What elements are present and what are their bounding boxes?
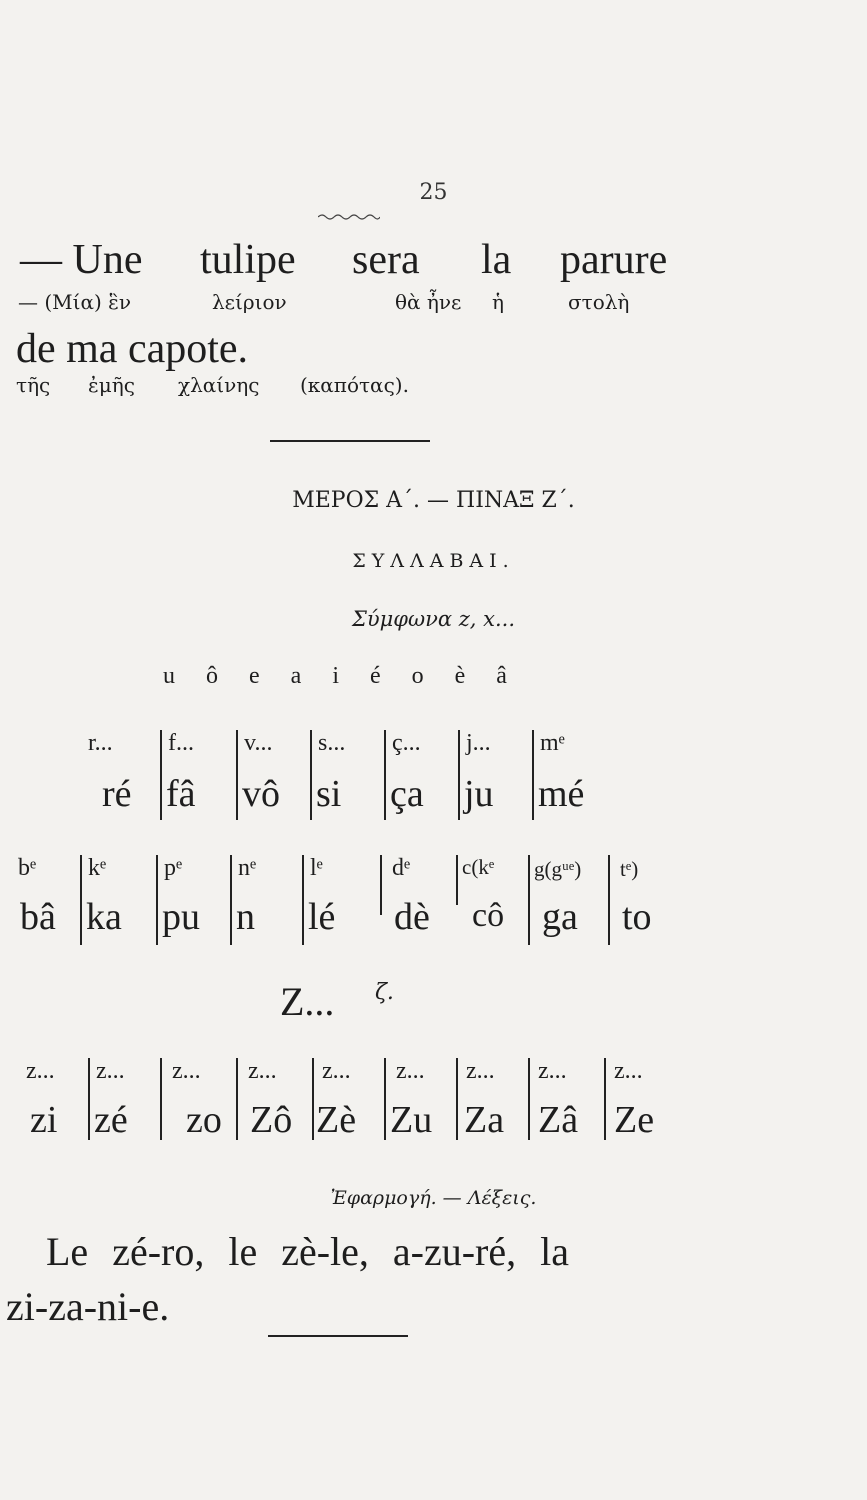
cell-separator [310,730,312,820]
section-subheading: ΣΥΛΛΑΒΑΙ. [352,550,515,572]
syllable-text: mé [538,773,585,815]
verse-gloss: θὰ ἦνε [395,290,462,314]
syllable-consonant: z... [96,1058,125,1084]
syllable-text: ka [86,896,122,938]
cell-separator [302,855,304,945]
cell-separator [88,1058,90,1140]
syllable-text: Zô [250,1099,293,1141]
cell-separator [236,730,238,820]
vowel: é [369,663,381,689]
vowel: è [454,663,466,689]
syllable-consonant: tᵉ) [620,857,639,881]
syllable-text: ju [464,773,494,815]
cell-separator [80,855,82,945]
verse-word: parure [560,237,668,283]
cell-separator [230,855,232,945]
syllable-consonant: f... [168,730,194,756]
syllable-text: fâ [166,773,196,815]
cell-separator [456,1058,458,1140]
page-number: 25 [419,180,448,205]
vowel-row [163,663,532,690]
vowel: ô [206,663,218,689]
verse-gloss: ἡ [492,290,504,314]
syllable-consonant: z... [538,1058,567,1084]
syllable-text: cô [472,897,505,934]
syllable-text: to [622,896,652,938]
vowel: e [249,663,260,689]
cell-separator [156,855,158,945]
syllable-text: ga [542,896,578,938]
cell-separator [380,855,382,915]
syllable-text: zi [30,1099,58,1141]
divider [270,440,430,442]
syllable-consonant: kᵉ [88,855,107,881]
syllable-text: pu [162,896,200,938]
syllable-consonant: nᵉ [238,855,257,881]
cell-separator [604,1058,606,1140]
consonants-label: Σύμφωνα z, x... [352,607,515,631]
syllable-text: si [316,773,342,815]
vowel: a [290,663,302,689]
cell-separator [236,1058,238,1140]
syllable-consonant: g(gᵘᵉ) [534,857,582,881]
syllable-text: zé [94,1099,128,1141]
syllable-consonant: bᵉ [18,855,37,881]
cell-separator [160,1058,162,1140]
z-heading: Z... [280,979,335,1024]
divider [268,1335,408,1337]
syllable-consonant: pᵉ [164,855,183,881]
application-heading: Ἐφαρμογή. — Λέξεις. [330,1187,537,1209]
verse-gloss: λείριον [212,290,287,314]
cell-separator [384,730,386,820]
reading-line-1: Le zé-ro, le zè-le, a-zu-ré, la [46,1229,569,1274]
cell-separator [312,1058,314,1140]
z-heading-greek: ζ. [375,980,394,1005]
verse-word: tulipe [200,237,296,283]
syllable-consonant: r... [88,730,113,756]
ornament-icon [318,213,380,221]
syllable-consonant: s... [318,730,346,756]
verse-gloss: ἐμῆς [88,373,135,397]
syllable-consonant: dᵉ [392,855,411,881]
syllable-text: Za [464,1099,505,1141]
verse-word: — Une [20,237,143,283]
verse-gloss: χλαίνης [178,373,260,397]
syllable-consonant: j... [466,730,491,756]
syllable-text: n [236,896,255,938]
syllable-text: vô [242,773,280,815]
syllable-consonant: lᵉ [310,855,323,881]
syllable-text: Zè [316,1099,357,1141]
verse-french-line2: de ma capote. [16,326,249,372]
vowel: â [496,663,507,689]
syllable-text: Zu [390,1099,433,1141]
syllable-text: zo [186,1099,222,1141]
vowel: o [411,663,424,689]
syllable-consonant: z... [26,1058,55,1084]
cell-separator [384,1058,386,1140]
cell-separator [608,855,610,945]
vowel: i [332,663,339,689]
syllable-consonant: ç... [392,730,421,756]
syllable-consonant: z... [396,1058,425,1084]
verse-gloss: — (Μία) ἓν [18,290,132,314]
syllable-consonant: c(kᵉ [462,855,495,879]
syllable-consonant: z... [614,1058,643,1084]
syllable-text: dè [394,896,430,938]
syllable-consonant: z... [322,1058,351,1084]
cell-separator [532,730,534,820]
syllable-text: bâ [20,896,56,938]
cell-separator [528,1058,530,1140]
syllable-text: lé [308,896,336,938]
syllable-consonant: v... [244,730,273,756]
verse-gloss: τῆς [16,373,51,397]
verse-word: sera [352,237,420,283]
cell-separator [458,730,460,820]
syllable-consonant: z... [248,1058,277,1084]
verse-gloss: στολὴ [568,290,630,314]
cell-separator [456,855,458,905]
syllable-text: ça [390,773,424,815]
reading-line-2: zi-za-ni-e. [6,1284,170,1329]
verse-word: la [481,237,512,283]
cell-separator [528,855,530,945]
syllable-text: Zâ [538,1099,579,1141]
verse-gloss: (καπότας). [300,373,409,397]
syllable-text: ré [102,773,132,815]
syllable-consonant: z... [172,1058,201,1084]
cell-separator [160,730,162,820]
syllable-text: Ze [614,1099,655,1141]
vowel: u [163,663,175,689]
section-heading: ΜΕΡΟΣ Α΄. — ΠΙΝΑΞ Ζ΄. [292,488,575,513]
syllable-consonant: z... [466,1058,495,1084]
syllable-consonant: mᵉ [540,730,565,756]
